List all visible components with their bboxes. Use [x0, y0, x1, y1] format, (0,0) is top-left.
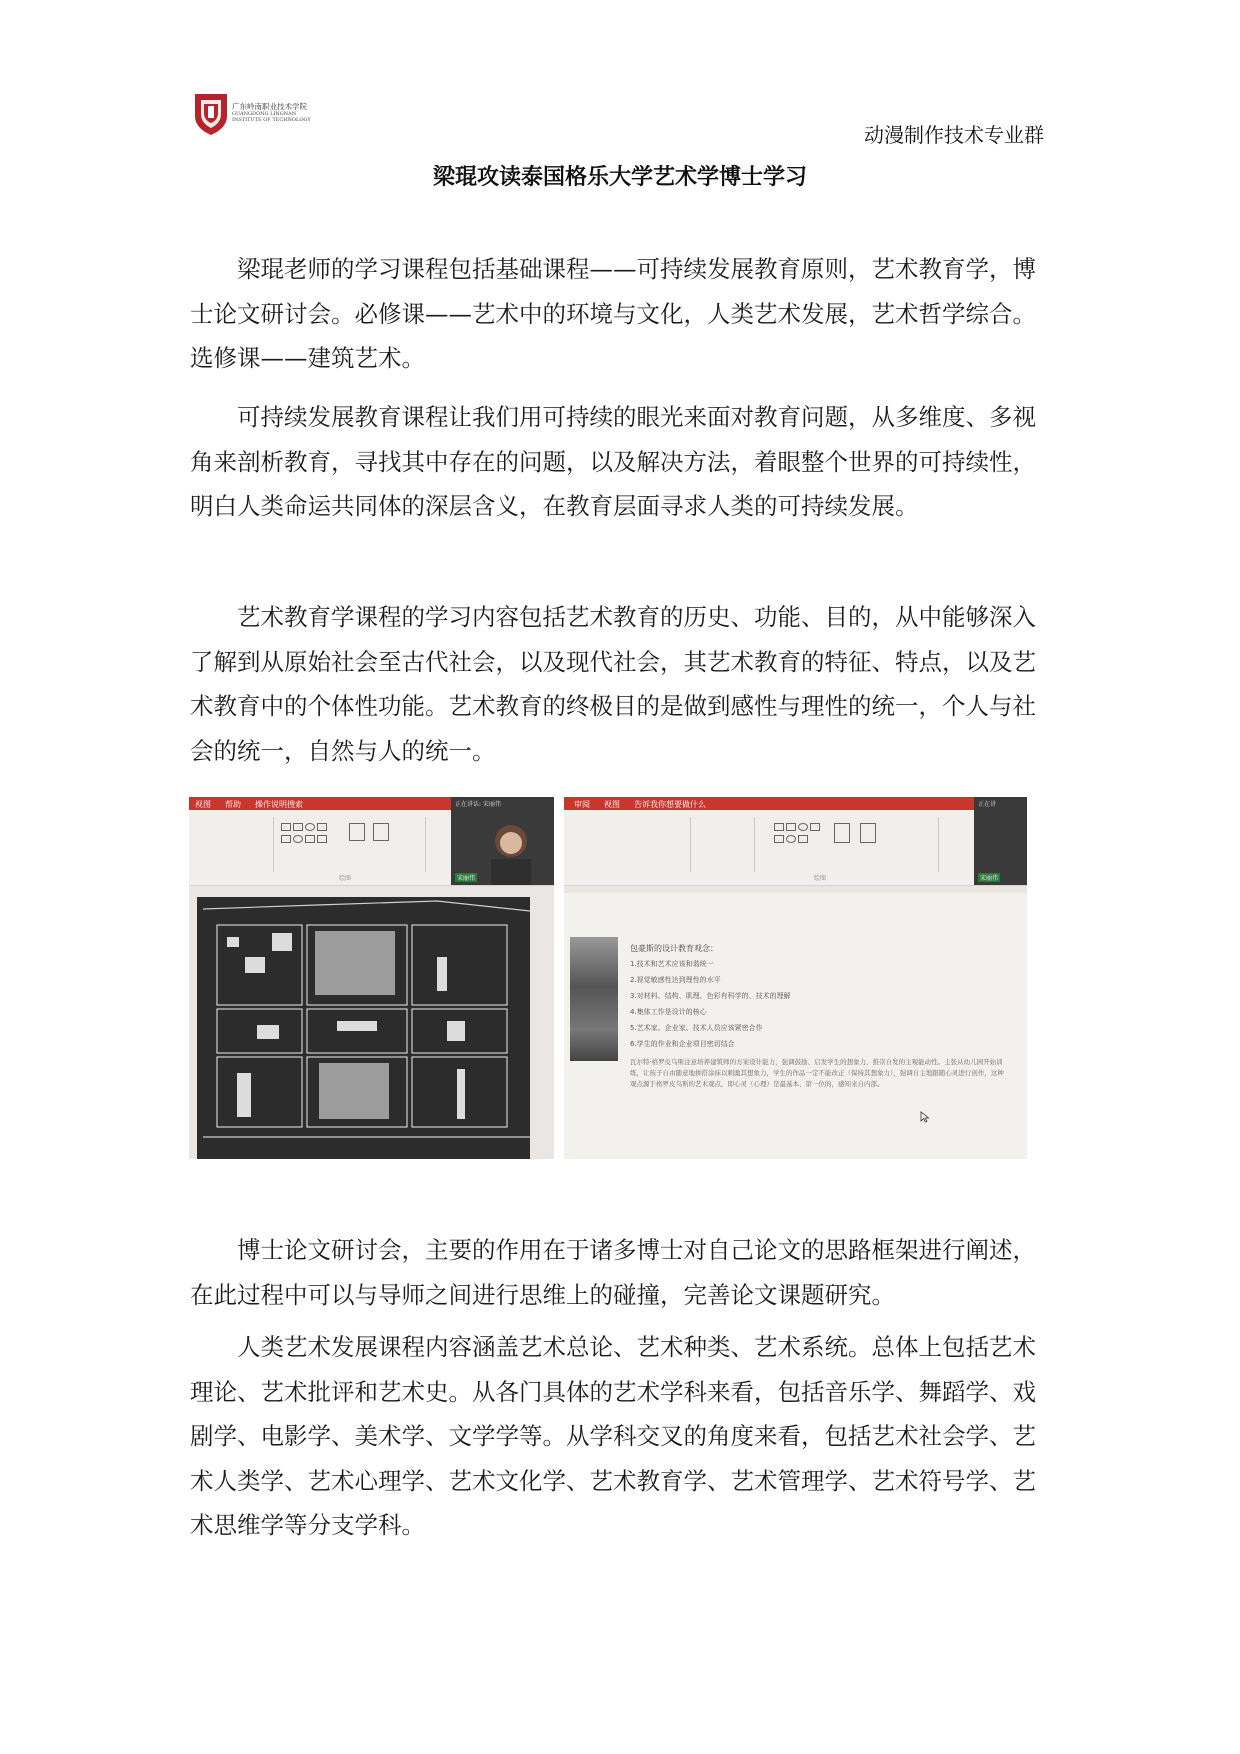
mouse-cursor-icon — [920, 1111, 930, 1123]
portrait-photo — [570, 937, 618, 1061]
speaking-indicator: 正在讲 — [978, 801, 997, 808]
bauhaus-slide — [564, 893, 1027, 1159]
school-logo — [192, 92, 322, 136]
slide-list-item: 1.技术和艺术应该和谐统一 — [630, 960, 714, 968]
ribbon-tab: 视图 — [604, 800, 620, 809]
floorplan-drawing — [197, 897, 530, 1159]
ribbon-tab: 告诉我你想要做什么 — [634, 800, 706, 809]
ribbon-tab: 帮助 — [225, 800, 241, 809]
paragraph-courses: 梁琨老师的学习课程包括基础课程——可持续发展教育原则，艺术教育学，博士论文研讨会。必修课——艺术中的环境与文化，人类艺术发展，艺术哲学综合。选修课——建筑艺术。 — [190, 255, 1036, 372]
school-name-en: GUANGDONG LINGNAN INSTITUTE OF TECHNOLOGY — [232, 111, 311, 123]
paragraph-human-art-development: 人类艺术发展课程内容涵盖艺术总论、艺术种类、艺术系统。总体上包括艺术理论、艺术批评和艺术史。从各门具体的艺术学科来看，包括音乐学、舞蹈学、戏剧学、电影学、美术学、文学学等。从学科交叉的角度来看，包括艺术社会学、艺术人类学、艺术心理学、艺术文化学、艺术教育学、艺术管理学、艺术符号学、艺术思维学等分支学科。 — [190, 1333, 1036, 1539]
ribbon-tab: 视图 — [195, 800, 211, 809]
school-crest-icon — [192, 92, 230, 136]
department-group-label: 动漫制作技术专业群 — [864, 123, 1044, 147]
video-call-thumbnail — [451, 797, 554, 885]
ribbon-group-label: 绘图 — [339, 875, 352, 882]
paragraph-doctoral-seminar: 博士论文研讨会，主要的作用在于诸多博士对自己论文的思路框架进行阐述，在此过程中可以与导师之间进行思维上的碰撞，完善论文课题研究。 — [190, 1236, 1036, 1309]
slide-body-text: 瓦尔特·格罗皮乌斯注意培养建筑师的方案设计能力，强调鼓励、启发学生的想象力，推崇自发的主观能动性。主张从幼儿园开始训练，让孩子自由随意地拼搭涂抹以刺激其想象力，学生的作品一定不能改正（保持其想象力），强调自主地跟随心灵进行创作，这种观点源于格罗皮乌斯的艺术观点，即心灵（心理）是最基本、第一位的，感知来自内部。 — [630, 1058, 1004, 1088]
floorplan-slide — [197, 897, 530, 1159]
ppt-ribbon — [564, 797, 1027, 886]
slide-list-item: 6.学生的作业和企业项目密切结合 — [630, 1040, 735, 1048]
ribbon-tab: 操作说明搜索 — [255, 800, 303, 809]
slide-list-item: 5.艺术家、企业家、技术人员应该紧密合作 — [630, 1024, 763, 1032]
participant-name: 宋丽伟 — [980, 875, 999, 882]
photo-online-class-bauhaus — [564, 797, 1027, 1159]
slide-list-item: 3.对材料、结构、肌理、色彩有科学的、技术的理解 — [630, 992, 791, 1000]
slide-list-item: 2.视觉敏感性达到理性的水平 — [630, 976, 721, 984]
photo-online-class-floorplan — [189, 797, 554, 1159]
paragraph-art-education: 艺术教育学课程的学习内容包括艺术教育的历史、功能、目的，从中能够深入了解到从原始社会至古代社会，以及现代社会，其艺术教育的特征、特点，以及艺术教育中的个体性功能。艺术教育的终极目的是做到感性与理性的统一，个人与社会的统一，自然与人的统一。 — [190, 603, 1036, 765]
participant-name: 宋丽伟 — [457, 875, 476, 882]
slide-heading: 包豪斯的设计教育观念： — [630, 944, 718, 953]
slide-list-item: 4.集体工作是设计的核心 — [630, 1008, 707, 1016]
paragraph-sustainable-education: 可持续发展教育课程让我们用可持续的眼光来面对教育问题，从多维度、多视角来剖析教育，寻找其中存在的问题，以及解决方法，着眼整个世界的可持续性，明白人类命运共同体的深层含义，在教育层面寻求人类的可持续发展。 — [190, 403, 1036, 520]
school-name-cn: 广东岭南职业技术学院 — [232, 102, 307, 111]
document-title: 梁琨攻读泰国格乐大学艺术学博士学习 — [432, 165, 807, 190]
video-call-thumbnail — [974, 797, 1027, 885]
speaking-indicator: 正在讲话: 宋丽伟 — [455, 801, 501, 808]
presenter-avatar — [451, 797, 554, 885]
ribbon-group-label: 绘图 — [814, 875, 827, 882]
ribbon-tab: 审阅 — [574, 800, 590, 809]
